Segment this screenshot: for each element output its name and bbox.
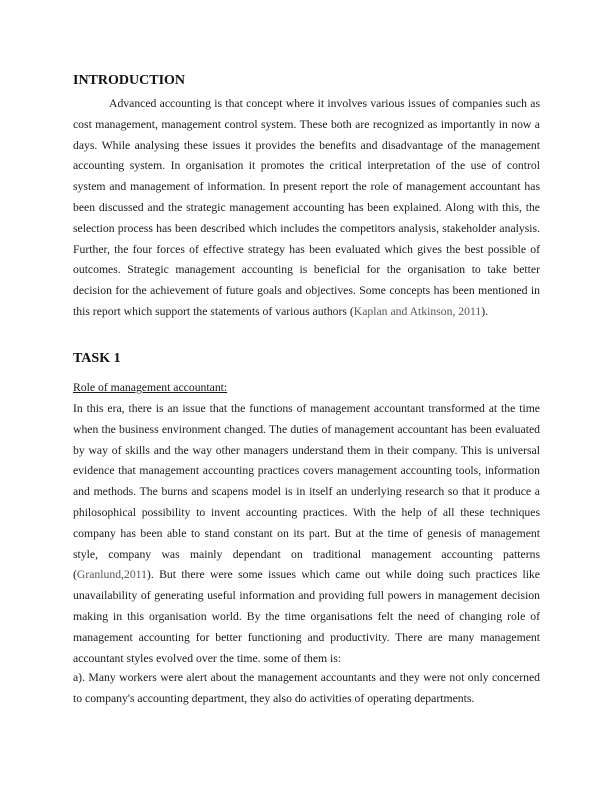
task1-paragraph — [73, 399, 540, 669]
introduction-text: Advanced accounting is that concept where it involves various issues of companies such as cost management, management control system. These both are recognized as importantly in now a days. While analysing these issues it provides the benefits and disadvantage of the management accounting system. In organisation it promotes the critical interpretation of the use of control system and management of information. In present report the role of management accountant has been discussed and the strategic management accounting has been explained. Along with this, the selection process has been described which includes the competitors analysis, stakeholder analysis. Further, the four forces of effective strategy has been evaluated which gives the best possible of outcomes. Strategic management accounting is beneficial for the organisation to take better decision for the achievement of future goals and objectives. Some concepts has been mentioned in this report which support the statements of various authors ( — [73, 97, 540, 318]
task1-list-item-a: a). Many workers were alert about the management accountants and they were not only concerned to company's accounting department, they also do activities of operating departments. — [73, 671, 540, 705]
introduction-citation: Kaplan and Atkinson, 2011 — [353, 304, 482, 318]
task1-citation: Granlund,2011 — [76, 568, 147, 582]
task1-text: In this era, there is an issue that the functions of management accountant transformed at the time when the business environment changed. The duties of management accountant has been evaluated by way of skills and the way other managers understand them in their company. This is universal evidence that management accounting practices covers management accounting tools, information and methods. The burns and scapens model is in itself an underlying research so that it produce a philosophical possibility to invent accounting practices. With the help of all these techniques company has been able to stand constant on its part. But at the time of genesis of management style, company was mainly dependant on traditional management accounting patterns ( — [73, 402, 540, 582]
introduction-text-end: ). — [481, 304, 489, 318]
task1-subheading: Role of management accountant: — [73, 381, 228, 394]
task1-heading: TASK 1 — [73, 351, 121, 366]
introduction-paragraph — [73, 94, 540, 323]
introduction-heading: INTRODUCTION — [73, 73, 186, 88]
task1-text-end: ). But there were some issues which came out while doing such practices like unavailability of generating useful information and providing full powers in management decision making in this organisation world. By the time organisations felt the need of changing role of management accounting for better functioning and productivity. There are many management accountant styles evolved over the time. some of them is: — [73, 568, 540, 665]
